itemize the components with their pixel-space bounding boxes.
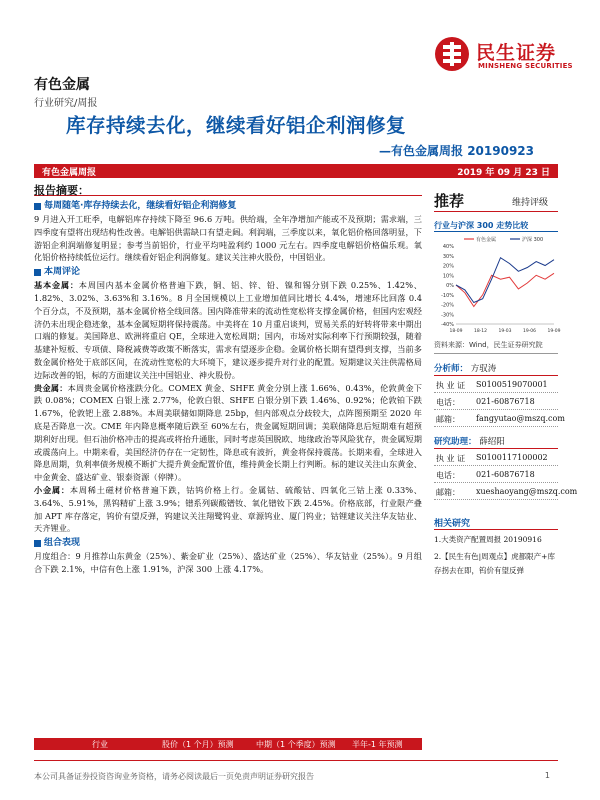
chart-legend-label: 沪深 300 — [522, 237, 544, 243]
assistant-email-label: 邮箱： — [436, 488, 460, 497]
analyst-email-label: 邮箱： — [436, 415, 460, 424]
banner-left: 有色金属周报 — [42, 168, 97, 178]
analyst-cert-label: 执 业 证 — [436, 381, 466, 390]
assistant-cert-value: S0100117100002 — [476, 453, 548, 462]
precious-metals-text: 本周贵金属价格涨跌分化。COMEX 黄金、SHFE 黄金分别上涨 1.66%、0.43%，伦敦黄金下跌 0.08%；COMEX 白银上涨 2.77%，伦敦白银、SHFE 白银分别下跌 1.46%、0.92%；伦敦铂下跌 1.67%，伦敦钯上涨 2.88%。本周美联储如期降息 25bp，但内部观点分歧较大，点阵图预期至 2020 年底是否降息一次。CME 年内降息概率随后跌至 60%左右，贵金属短期回调；美联储降息后短期难有超预期利好出现。但石油价格冲击的提高或将抬升通胀，同时考虑英国脱欧、地缘政治等风险犹存，贵金属短期或震荡向上。中期来看，美国经济仍存在一定韧性，降息或有波折，黄金将保持震荡。长期来看，全球进入降息周期，负利率债务规模不断扩大提升黄金配置价值，维持黄金长期上行判断。标的建议关注山东黄金、中金黄金、盛达矿业、银泰资源（停牌）。 — [34, 382, 422, 483]
assistant-cert-row — [434, 449, 558, 466]
analyst-email-value[interactable]: fangyutao@mszq.com — [476, 414, 565, 423]
forecast-table-header — [34, 738, 422, 750]
analyst-phone-label: 电话： — [436, 398, 460, 407]
chart-x-tick: 18-09 — [449, 329, 463, 334]
analyst-label: 分析师： — [434, 364, 469, 374]
assistant-label: 研究助理： — [434, 437, 477, 447]
chart-series-line — [456, 258, 554, 303]
section-weekly-comment-title: 本周评论 — [34, 266, 422, 279]
section-portfolio-text: 月度组合：9 月推荐山东黄金（25%）、紫金矿业（25%）、盛达矿业（25%）、华友钴业（25%）。9 月组合下跌 2.1%，中信有色上涨 1.91%，沪深 300 上涨 4.17%。 — [34, 551, 422, 574]
chart-y-tick: -10% — [441, 292, 454, 299]
summary-column — [34, 182, 422, 576]
chart-y-tick: -40% — [441, 322, 454, 328]
trend-chart — [434, 234, 561, 338]
chart-title: 行业与沪深 300 走势比较 — [434, 220, 558, 232]
chart-y-tick: 10% — [442, 273, 454, 280]
report-banner — [34, 164, 558, 178]
analyst-name: 方驭涛 — [470, 364, 497, 374]
chart-series-line — [456, 273, 554, 306]
report-subtitle: —有色金属周报 20190923 — [379, 144, 534, 158]
chart-x-tick: 19-09 — [547, 329, 561, 334]
rating-note: 维持评级 — [511, 198, 548, 208]
related-research-item[interactable]: 2.【民生有色|周观点】虎都限产+库存拐去在即，钨价有望反弹 — [434, 552, 555, 575]
chart-source: 资料来源：Wind，民生证券研究院 — [434, 340, 558, 354]
minor-metals-lead: 小金属： — [34, 484, 70, 495]
summary-heading: 报告摘要： — [34, 182, 422, 196]
base-metals-paragraph — [34, 279, 422, 381]
sector-label: 有色金属 — [34, 77, 90, 93]
footer-divider — [34, 760, 558, 761]
chart-x-tick: 19-06 — [522, 329, 537, 334]
chart-y-tick: 40% — [442, 244, 454, 250]
analyst-phone-row — [434, 393, 558, 410]
analyst-heading — [434, 362, 558, 376]
chart-y-tick: 30% — [442, 253, 454, 260]
precious-metals-lead: 贵金属： — [34, 382, 68, 393]
analyst-cert-value: S0100519070001 — [476, 380, 548, 389]
chart-x-tick: 18-12 — [473, 329, 488, 334]
section-portfolio-title: 组合表现 — [34, 537, 422, 550]
brand-mark-icon — [434, 36, 470, 72]
assistant-phone-row — [434, 466, 558, 483]
table-col-1q: 中期（1 个季度）预测 — [256, 740, 336, 749]
table-col-1m: 股价（1 个月）预测 — [162, 740, 234, 749]
table-col-1y: 半年-1 年预测 — [352, 740, 403, 749]
brand-name-cn: 民生证券 — [476, 42, 557, 64]
report-date: 2019 年 09 月 23 日 — [457, 168, 550, 178]
assistant-email-row — [434, 483, 578, 500]
assistant-phone-value: 021-60876718 — [476, 470, 535, 479]
minor-metals-paragraph — [34, 484, 422, 535]
assistant-name: 薛绍阳 — [479, 437, 505, 447]
precious-metals-paragraph — [34, 382, 422, 484]
trend-chart-svg — [434, 234, 561, 338]
page-number: 1 — [544, 771, 550, 780]
chart-legend-label: 有色金属 — [476, 237, 497, 243]
section-weekly-essay-title: 每周随笔·库存持续去化，继续看好铝企利润修复 — [34, 200, 422, 213]
rating-row — [434, 188, 558, 212]
related-research-heading: 相关研究 — [434, 516, 558, 530]
table-col-industry: 行业 — [92, 740, 108, 749]
brand-logo — [434, 36, 582, 74]
chart-y-tick: -30% — [441, 312, 454, 319]
section-weekly-essay-text: 9 月进入开工旺季，电解铝库存持续下降至 96.6 万吨。供给端，全年净增加产能或不及预期；需求端，三四季度有望将出现结构性改善。电解铝供需缺口有望走阔。利润端，三季度以来，氧化铝价格回落明显，下游铝企利润端修复明显；参考当前铝价，行业平均吨盈利约 1000 元左右。四季度电解铝价格偏乐观。氧化铝价格持续低位运行。继续看好铝企利润修复。建议关注神火股份，中国铝业。 — [34, 214, 422, 263]
chart-y-tick: 0% — [446, 283, 454, 289]
report-type: 行业研究/周报 — [34, 98, 98, 109]
chart-x-tick: 19-03 — [498, 329, 512, 334]
sidebar — [434, 188, 578, 578]
footer-disclaimer: 本公司具备证券投资咨询业务资格，请务必阅读最后一页免责声明证券研究报告 — [34, 772, 314, 781]
assistant-email-value[interactable]: xueshaoyang@mszq.com — [476, 487, 578, 496]
analyst-phone-value: 021-60876718 — [476, 397, 535, 406]
chart-y-tick: -20% — [441, 302, 454, 309]
report-title: 库存持续去化，继续看好铝企利润修复 — [66, 114, 407, 137]
analyst-cert-row — [434, 376, 558, 393]
rating-value: 推荐 — [434, 192, 465, 210]
related-research-item[interactable]: 1.大类资产配置周报 20190916 — [434, 535, 542, 544]
assistant-heading — [434, 435, 558, 449]
base-metals-lead: 基本金属： — [34, 280, 79, 291]
minor-metals-text: 本周稀土磁材价格普遍下跌，钴钨价格上行。金属钴、硫酸钴、四氧化三钴上涨 0.33%、3.64%、5.91%，黑钨精矿上涨 3.9%；镨系列碳酸镨钕、氧化镨钕下跌 2.45%。价格底部，行业限产叠加 APT 库存落定，钨价有望反弹，钨建议关注翔鹭钨业、章源钨业、厦门钨业；钴锂建议关注华友钴业、天齐锂业。 — [34, 484, 422, 534]
brand-name-en: MINSHENG SECURITIES — [478, 62, 573, 70]
base-metals-text: 本周国内基本金属价格普遍下跌，铜、铝、锌、铅、镍和锡分别下跌 0.25%、1.42%、1.82%、3.02%、3.63%和 3.16%。8 月全国规模以上工业增加值同比增长 4.4%，增速环比回落 0.4 个百分点，不及预期，基本金属价格全线回落。国内降准带来的流动性宽松将支撑金属价格，但国内宏观经济仍未出现企稳迹象，基本金属短期将保持震荡。中美将在 10 月重启谈判，贸易关系的好转将带来中期出口端的修复。美国降息、欧洲将重启 QE，全球进入宽松周期；国内，市场对实际利率下行预期较强，随着基建补短板、专项债、降税减费等政策不断落实，需求有望逐步企稳。金属价格长期有望得到支撑，当前多数金属价格处于底部区间，在流动性宽松的大环境下，建议逐步提升对行业的配置。短期建议关注供需格局边际改善的铝，标的方面建议关注中国铝业、神火股份。 — [34, 280, 422, 380]
chart-y-tick: 20% — [442, 263, 454, 270]
assistant-cert-label: 执 业 证 — [436, 454, 466, 463]
assistant-phone-label: 电话： — [436, 471, 460, 480]
analyst-email-row — [434, 410, 565, 427]
